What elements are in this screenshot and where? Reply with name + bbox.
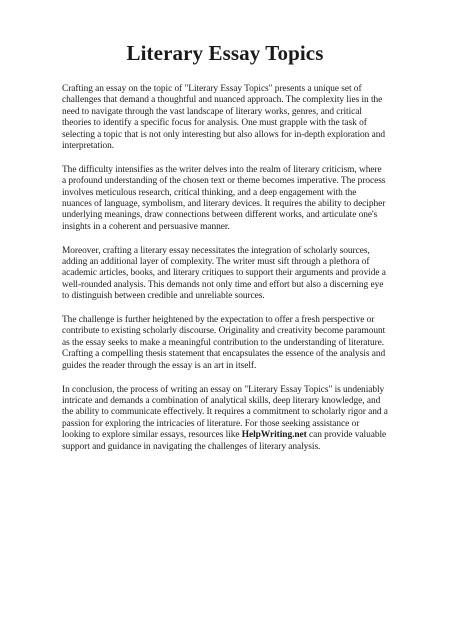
helpwriting-link[interactable]: HelpWriting.net <box>241 430 307 441</box>
paragraph-conclusion <box>62 385 388 453</box>
paragraph-intro: Crafting an essay on the topic of "Literary Essay Topics" presents a unique set of challenges that demand a thoughtful and nuanced approach. The complexity lies in the need to navigate through the vast landscape of literary works, genres, and critical theories to identify a specific focus for analysis. One must grapple with the task of selecting a topic that is not only interesting but also allows for in-depth exploration and interpretation. <box>62 84 385 152</box>
paragraph-criticism: The difficulty intensifies as the writer delves into the realm of literary criticism, where a profound understanding of the chosen text or theme becomes imperative. The process involves meticulous research, critical thinking, and a deep engagement with the nuances of language, symbolism, and literary devices. It requires the ability to decipher underlying meanings, draw connections between different works, and articulate one's insights in a coherent and persuasive manner. <box>62 164 386 232</box>
document-title: Literary Essay Topics <box>126 41 324 65</box>
conclusion-text-after-link: can provide valuable support and guidance in navigating the challenges of literary analysis. <box>62 430 387 452</box>
conclusion-text-before-link: In conclusion, the process of writing an essay on "Literary Essay Topics" is undeniably intricate and demands a combination of analytical skills, deep literary knowledge, and the ability to communicate effectively. It requires a commitment to scholarly rigor and a passion for exploring the intricacies of literature. For those seeking assistance or looking to explore similar essays, resources like <box>62 384 388 441</box>
paragraph-sources: Moreover, crafting a literary essay necessitates the integration of scholarly sources, adding an additional layer of complexity. The writer must sift through a plethora of academic articles, books, and literary critiques to support their arguments and provide a well-rounded analysis. This demands not only time and effort but also a discerning eye to distinguish between credible and unreliable sources. <box>62 245 386 302</box>
paragraph-challenge: The challenge is further heightened by the expectation to offer a fresh perspective or contribute to existing scholarly discourse. Originality and creativity become paramount as the essay seeks to make a meaningful contribution to the understanding of literature. Crafting a compelling thesis statement that encapsulates the essence of the analysis and guides the reader through the essay is an art in itself. <box>62 315 386 371</box>
